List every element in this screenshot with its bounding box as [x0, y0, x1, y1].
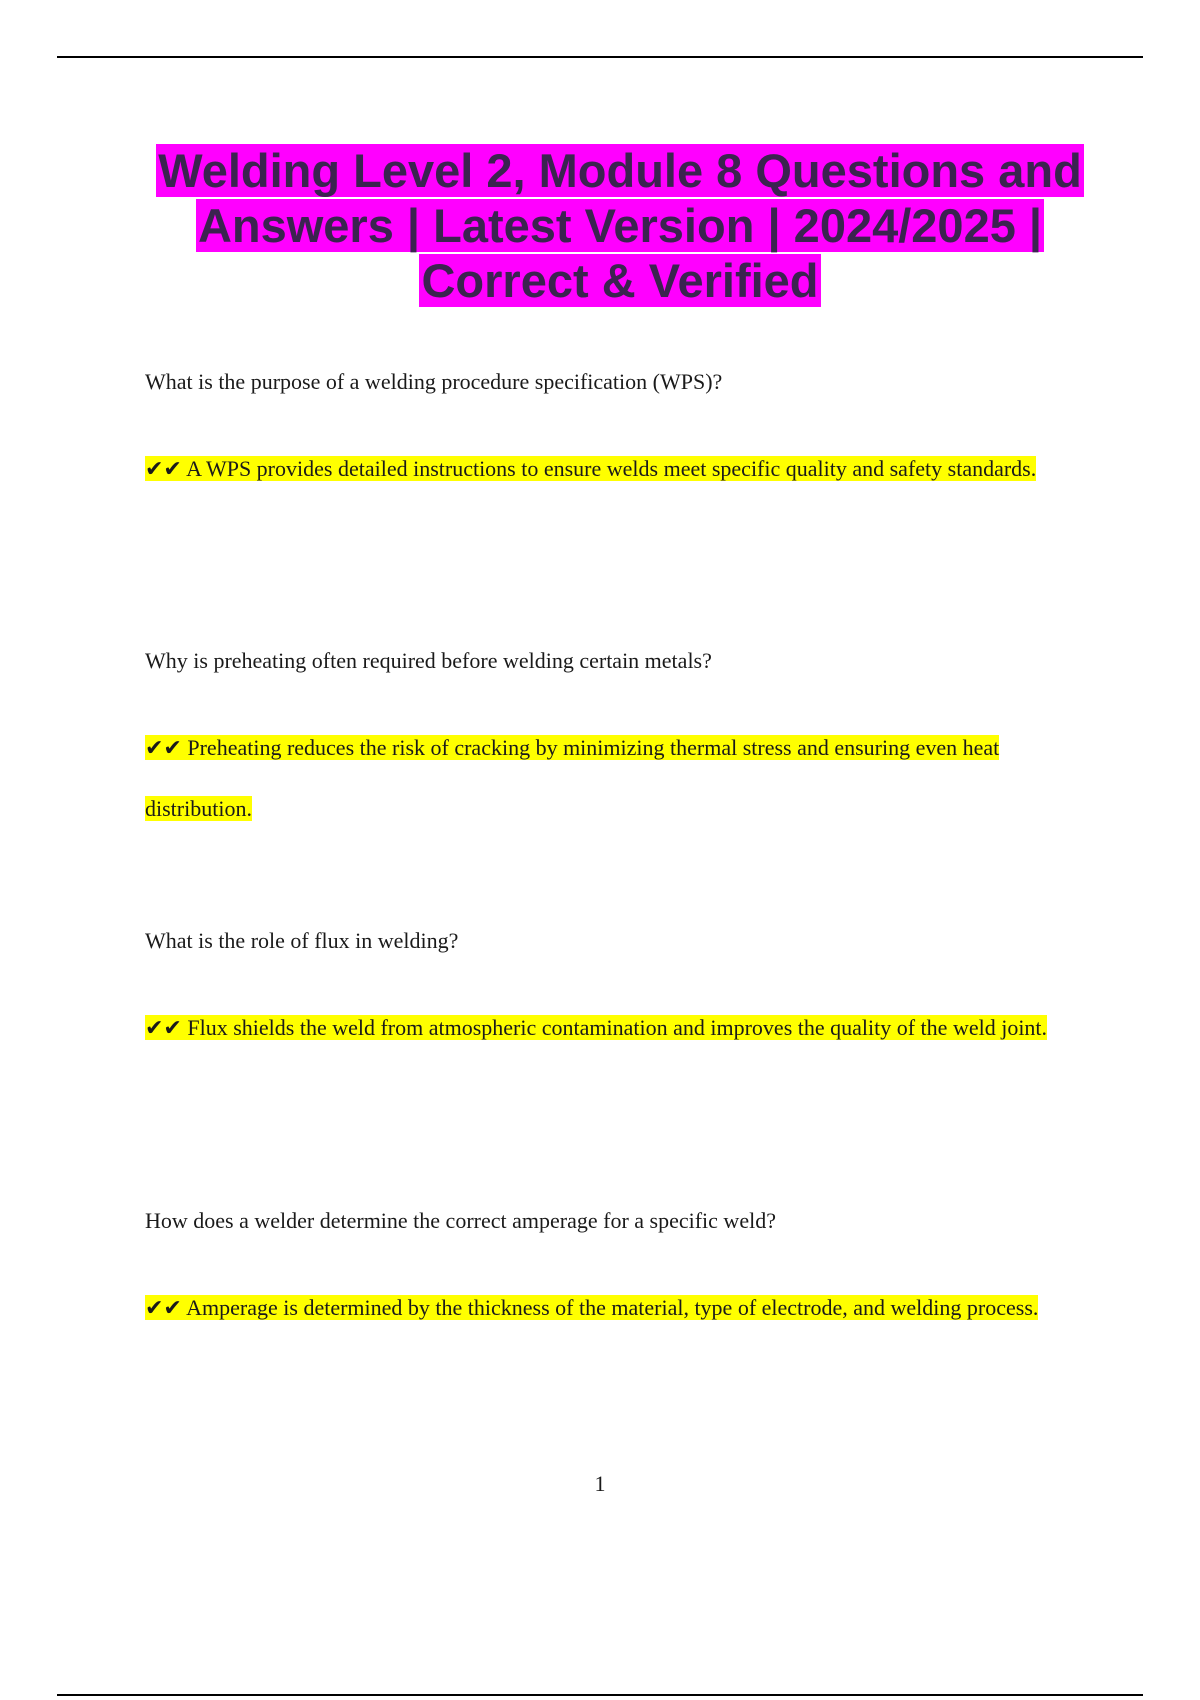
- answer-2-text: Preheating reduces the risk of cracking by minimizing thermal stress and ensuring even heat distribution.: [145, 735, 1000, 821]
- answer-3: [145, 998, 1105, 1059]
- title-block: [140, 143, 1100, 308]
- double-check-icon: ✔✔: [145, 457, 182, 482]
- title-text: Welding Level 2, Module 8 Questions and Answers | Latest Version | 2024/2025 | Correct & Verified: [158, 144, 1082, 307]
- double-check-icon: ✔✔: [145, 1016, 182, 1041]
- answer-4-text: Amperage is determined by the thickness of the material, type of electrode, and welding process.: [186, 1295, 1039, 1320]
- double-check-icon: ✔✔: [145, 736, 182, 761]
- answer-1: [145, 439, 1105, 500]
- document-title: [140, 143, 1100, 308]
- question-3: What is the role of flux in welding?: [145, 928, 459, 953]
- answer-4: [145, 1278, 1105, 1339]
- answer-1-text: A WPS provides detailed instructions to ensure welds meet specific quality and safety standards.: [186, 456, 1037, 481]
- top-rule: [57, 56, 1143, 58]
- double-check-icon: ✔✔: [145, 1296, 182, 1321]
- question-4: How does a welder determine the correct amperage for a specific weld?: [145, 1208, 776, 1233]
- question-1: What is the purpose of a welding procedure specification (WPS)?: [145, 369, 723, 394]
- answer-2: [145, 718, 1105, 839]
- answer-3-text: Flux shields the weld from atmospheric contamination and improves the quality of the weld joint.: [187, 1015, 1048, 1040]
- page-number: 1: [594, 1471, 606, 1496]
- question-2: Why is preheating often required before welding certain metals?: [145, 648, 712, 673]
- bottom-rule: [57, 1694, 1143, 1696]
